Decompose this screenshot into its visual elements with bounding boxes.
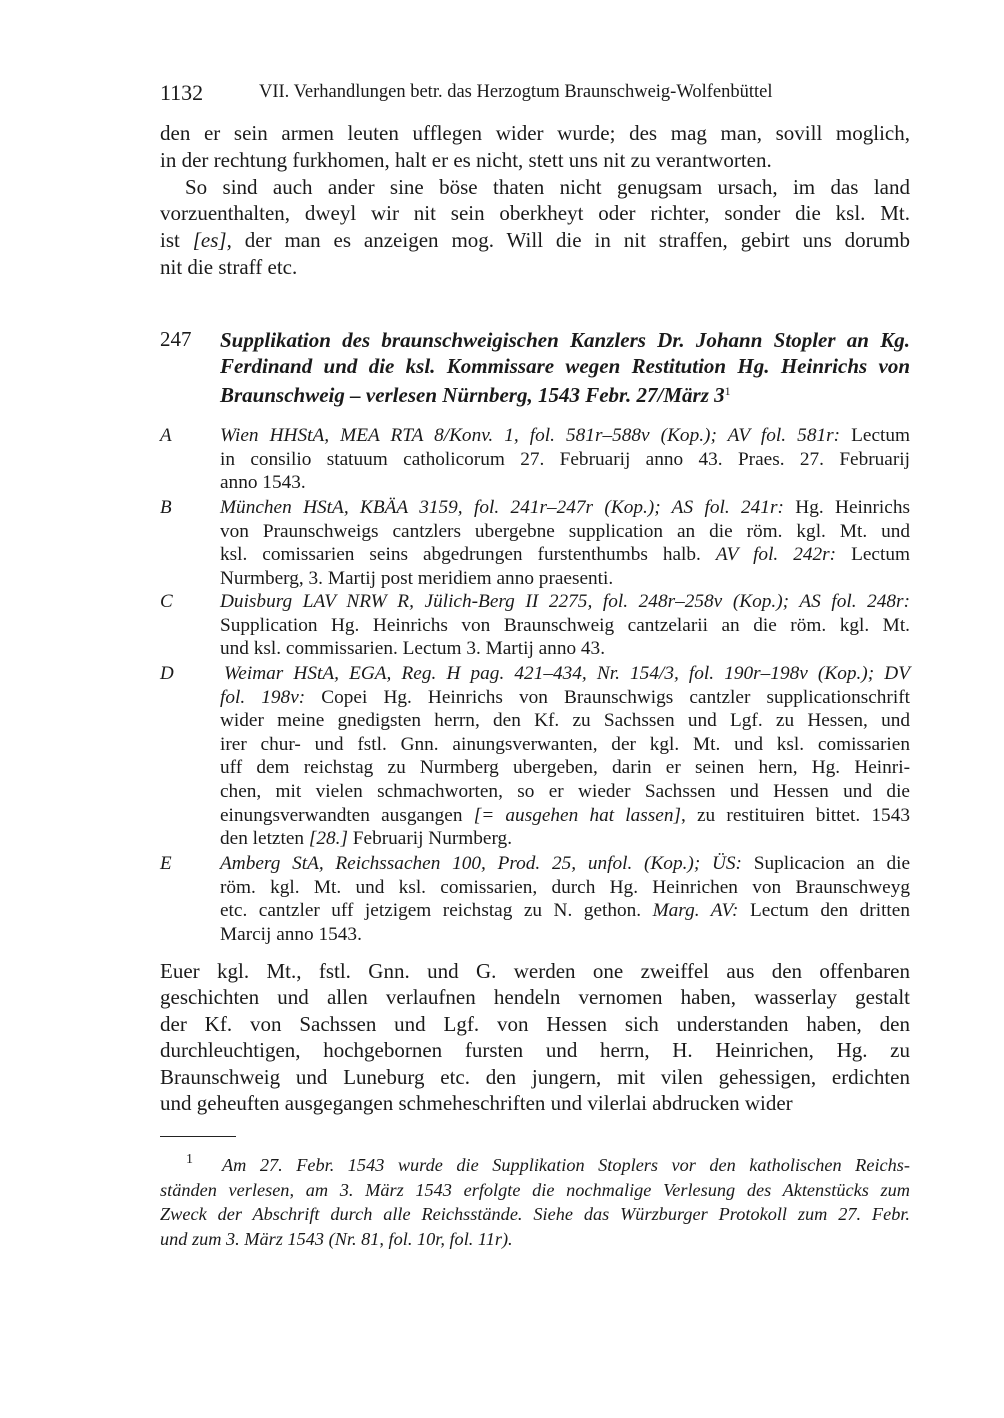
text-segment: wider meine gnedigsten herrn, den Kf. zu Sachssen und Lgf. zu Hessen, und <box>220 710 910 732</box>
text-segment: Braunschweig – verlesen Nürnberg, 1543 Febr. 27/März 3 <box>220 383 725 407</box>
text-segment: Zweck der Abschrift durch alle Reichsstände. Siehe das Würzburger Protokoll zum 27. Febr. <box>160 1204 910 1225</box>
italic-segment: [= ausgehen hat lassen] <box>473 804 681 826</box>
text-segment: Hg. Heinrichs <box>783 497 910 518</box>
text-segment: Am 27. Febr. 1543 wurde die Supplikation Stoplers vor den katholischen Reichs- <box>222 1155 910 1175</box>
text-segment: von Praunschweigs cantzlers ubergebne supplication an die röm. kgl. Mt. und <box>220 520 910 542</box>
text-line <box>160 1011 910 1037</box>
text-segment: Ferdinand und die ksl. Kommissare wegen Restitution Hg. Heinrichs von <box>220 353 910 378</box>
text-line <box>220 637 910 661</box>
text-segment: So sind auch ander sine böse thaten nicht genugsam ursach, im das land <box>185 174 910 199</box>
text-line <box>220 686 910 710</box>
text-segment: Marcij anno 1543. <box>220 923 362 945</box>
italic-segment: Amberg StA, Reichssachen 100, Prod. 25, unfol. (Kop.); ÜS: <box>220 853 742 874</box>
text-line <box>220 756 910 780</box>
text-line <box>220 471 910 495</box>
text-line <box>220 567 910 591</box>
italic-segment: Duisburg LAV NRW R, Jülich-Berg II 2275, fol. 248r–258v (Kop.); AS fol. 248r: <box>220 591 910 612</box>
italic-segment: AV fol. 242r: <box>715 544 837 566</box>
document-title <box>220 328 910 409</box>
source-entry <box>220 852 910 946</box>
text-line <box>160 984 910 1010</box>
text-line <box>160 958 910 984</box>
text-segment: anno 1543. <box>220 472 306 494</box>
text-segment: etc. cantzler uff jetzigem reichstag zu N. gethon. <box>220 900 653 922</box>
text-segment: röm. kgl. Mt. und ksl. comissarien, durch Hg. Heinrichen von Braunschweyg <box>220 876 910 898</box>
text-segment: Februarij Nurmberg. <box>347 828 513 850</box>
italic-segment: fol. 198v: <box>220 686 306 708</box>
body-text <box>160 958 910 1116</box>
text-segment: uff dem reichstag zu Nurmberg ubergeben, darin er seinen hern, Hg. Heinri- <box>220 757 910 779</box>
text-segment: Supplikation des braunschweigischen Kanzlers Dr. Johann Stopler an Kg. <box>220 328 910 352</box>
document-number: 247 <box>160 327 192 351</box>
text-line <box>220 780 910 804</box>
text-line <box>160 1153 910 1178</box>
running-title: VII. Verhandlungen betr. das Herzogtum Braunschweig-Wolfenbüttel <box>259 82 773 102</box>
text-segment: Supplication Hg. Heinrichs von Braunschweig cantzelarii an die röm. kgl. Mt. <box>220 614 910 636</box>
text-line <box>220 590 910 614</box>
text-segment: ksl. comissarien seins abgedrungen furstenthumbs halb. <box>220 544 716 566</box>
text-segment: geschichten und allen verlaufnen hendeln vernomen haben, wasserlay gestalt <box>160 985 910 1010</box>
footnote-divider <box>160 1136 236 1137</box>
text-line <box>220 923 910 947</box>
text-line <box>160 174 910 201</box>
source-siglum: E <box>160 853 172 874</box>
text-line <box>160 1178 910 1203</box>
text-segment: Euer kgl. Mt., fstl. Gnn. und G. werden one zweiffel aus den offenbaren <box>160 959 910 983</box>
source-entry <box>220 424 910 495</box>
italic-segment: Weimar HStA, EGA, Reg. H pag. 421–434, Nr. 154/3, fol. 190r–198v (Kop.); DV <box>224 663 910 684</box>
text-segment: Nurmberg, 3. Martij post meridiem anno praesenti. <box>220 567 614 589</box>
text-segment: in consilio statuum catholicorum 27. Februarij anno 43. Praes. 27. Februarij <box>220 448 910 470</box>
text-line <box>220 496 910 520</box>
italic-segment: [28.] <box>308 828 348 850</box>
text-line <box>160 200 910 227</box>
source-siglum: B <box>160 497 172 518</box>
text-line <box>160 1037 910 1063</box>
text-segment: und geheuften ausgegangen schmeheschriften und vilerlai abdrucken wider <box>160 1091 793 1116</box>
text-segment: den er sein armen leuten ufflegen wider wurde; des mag man, sovill moglich, <box>160 121 910 145</box>
source-siglum: A <box>160 425 172 446</box>
footnote-ref: 1 <box>724 384 731 398</box>
text-segment: einungsverwandten ausgangen <box>220 804 474 826</box>
text-line <box>160 1064 910 1090</box>
source-siglum: D <box>160 663 174 684</box>
source-siglum: C <box>160 591 173 612</box>
italic-segment: [es] <box>192 228 227 253</box>
text-line <box>220 379 910 409</box>
text-line <box>220 543 910 567</box>
text-segment: den letzten <box>220 828 309 850</box>
text-line <box>220 424 910 448</box>
text-line <box>160 254 910 281</box>
source-entry <box>220 590 910 661</box>
text-segment: chen, mit vielen schmachworten, so er wieder Sachssen und Hessen und die <box>220 780 910 802</box>
footnote-text <box>160 1153 910 1251</box>
text-segment: nit die straff etc. <box>160 254 298 279</box>
text-line <box>220 899 910 923</box>
text-line <box>160 227 910 254</box>
text-segment: Suplicacion an die <box>741 853 910 874</box>
text-segment: Lectum den dritten <box>738 900 910 922</box>
text-segment: Braunschweig und Luneburg etc. den jungern, mit vilen gehessigen, erdichten <box>160 1064 910 1089</box>
italic-segment: München HStA, KBÄA 3159, fol. 241r–247r (Kop.); AS fol. 241r: <box>220 497 784 518</box>
text-line <box>160 147 910 174</box>
text-line <box>220 709 910 733</box>
text-segment: Lectum <box>840 425 910 446</box>
text-segment: durchleuchtigen, hochgebornen fursten und herrn, H. Heinrichen, Hg. zu <box>160 1038 910 1063</box>
text-line <box>160 120 910 147</box>
text-line <box>220 354 910 380</box>
source-entry <box>220 496 910 590</box>
text-segment: in der rechtung furkhomen, halt er es nicht, stett uns nit zu verantworten. <box>160 147 772 172</box>
text-line <box>160 1090 910 1116</box>
text-segment: ist <box>160 228 193 253</box>
paragraph <box>160 120 910 174</box>
italic-segment: Marg. AV: <box>652 900 739 922</box>
text-line <box>220 448 910 472</box>
text-segment: ständen verlesen, am 3. März 1543 erfolgte die nochmalige Verlesung des Aktenstücks zum <box>160 1179 910 1200</box>
text-line <box>220 733 910 757</box>
text-segment: Copei Hg. Heinrichs von Braunschwigs cantzler supplicationschrift <box>305 686 910 708</box>
text-line <box>220 827 910 851</box>
page-number: 1132 <box>160 80 204 105</box>
text-segment: , der man es anzeigen mog. Will die in nit straffen, gebirt uns dorumb <box>226 228 910 253</box>
text-segment: irer chur- und fstl. Gnn. ainungsverwanten, der kgl. Mt. und ksl. comissarien <box>220 733 910 755</box>
body-text-continued <box>160 120 910 281</box>
source-entry <box>220 662 910 851</box>
text-segment: Lectum <box>836 544 910 566</box>
footnote-number: 1 <box>186 1152 193 1167</box>
italic-segment: Wien HHStA, MEA RTA 8/Konv. 1, fol. 581r–588v (Kop.); AV fol. 581r: <box>220 425 841 446</box>
text-line <box>220 614 910 638</box>
text-segment: und ksl. commissarien. Lectum 3. Martij anno 43. <box>220 638 606 660</box>
text-line <box>220 328 910 354</box>
text-line <box>220 804 910 828</box>
text-line <box>220 520 910 544</box>
paragraph <box>160 174 910 281</box>
text-line <box>160 1202 910 1227</box>
text-segment: und zum 3. März 1543 (Nr. 81, fol. 10r, fol. 11r). <box>160 1228 513 1249</box>
text-segment: der Kf. von Sachssen und Lgf. von Hessen sich understanden haben, den <box>160 1011 910 1036</box>
text-line <box>220 662 910 686</box>
text-segment: , zu restituiren bittet. 1543 <box>680 804 910 826</box>
text-segment: vorzuenthalten, dweyl wir nit sein oberkheyt oder richter, sonder die ksl. Mt. <box>160 201 910 226</box>
text-line <box>220 852 910 876</box>
text-line <box>220 876 910 900</box>
text-line <box>160 1227 910 1252</box>
